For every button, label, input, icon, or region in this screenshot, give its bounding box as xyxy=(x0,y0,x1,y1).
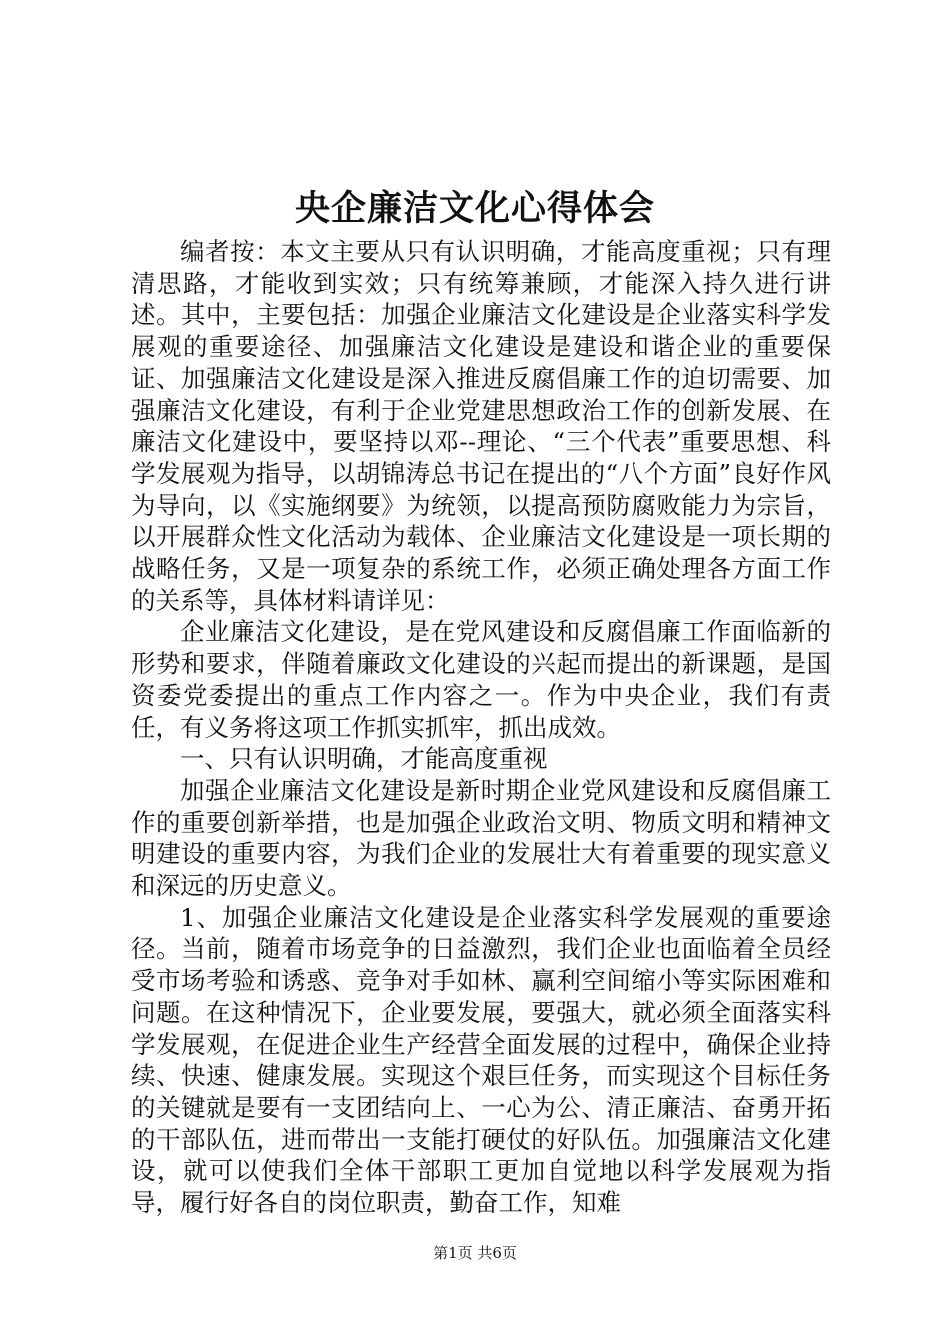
point-1-paragraph: 1、加强企业廉洁文化建设是企业落实科学发展观的重要途径。当前，随着市场竞争的日益激烈，我们企业也面临着全员经受市场考验和诱惑、竞争对手如林、赢利空间缩小等实际困难和问题。在这种情况下，企业要发展，要强大，就必须全面落实科学发展观，在促进企业生产经营全面发展的过程中，确保企业持续、快速、健康发展。实现这个艰巨任务，而实现这个目标任务的关键就是要有一支团结向上、一心为公、清正廉洁、奋勇开拓的干部队伍，进而带出一支能打硬仗的好队伍。加强廉洁文化建设，就可以使我们全体干部职工更加自觉地以科学发展观为指导，履行好各自的岗位职责，勤奋工作，知难 xyxy=(131,902,831,1218)
section-1-paragraph: 加强企业廉洁文化建设是新时期企业党风建设和反腐倡廉工作的重要创新举措，也是加强企业政治文明、物质文明和精神文明建设的重要内容，为我们企业的发展壮大有着重要的现实意义和深远的历史意义。 xyxy=(131,775,831,901)
intro-paragraph: 企业廉洁文化建设，是在党风建设和反腐倡廉工作面临新的形势和要求，伴随着廉政文化建设的兴起而提出的新课题，是国资委党委提出的重点工作内容之一。作为中央企业，我们有责任，有义务将这项工作抓实抓牢，抓出成效。 xyxy=(131,617,831,742)
document-title: 央企廉洁文化心得体会 xyxy=(294,188,655,229)
page-footer: 第1页 共6页 xyxy=(433,1244,517,1262)
section-heading-1: 一、只有认识明确，才能高度重视 xyxy=(180,744,548,774)
document-body xyxy=(131,236,831,1219)
editor-note-paragraph: 编者按：本文主要从只有认识明确，才能高度重视；只有理清思路，才能收到实效；只有统筹兼顾，才能深入持久进行讲述。其中，主要包括：加强企业廉洁文化建设是企业落实科学发展观的重要途径、加强廉洁文化建设是建设和谐企业的重要保证、加强廉洁文化建设是深入推进反腐倡廉工作的迫切需要、加强廉洁文化建设，有利于企业党建思想政治工作的创新发展、在廉洁文化建设中，要坚持以邓--理论、“三个代表”重要思想、科学发展观为指导，以胡锦涛总书记在提出的“八个方面”良好作风为导向，以《实施纲要》为统领，以提高预防腐败能力为宗旨，以开展群众性文化活动为载体、企业廉洁文化建设是一项长期的战略任务，又是一项复杂的系统工作，必须正确处理各方面工作的关系等，具体材料请详见： xyxy=(131,237,831,615)
